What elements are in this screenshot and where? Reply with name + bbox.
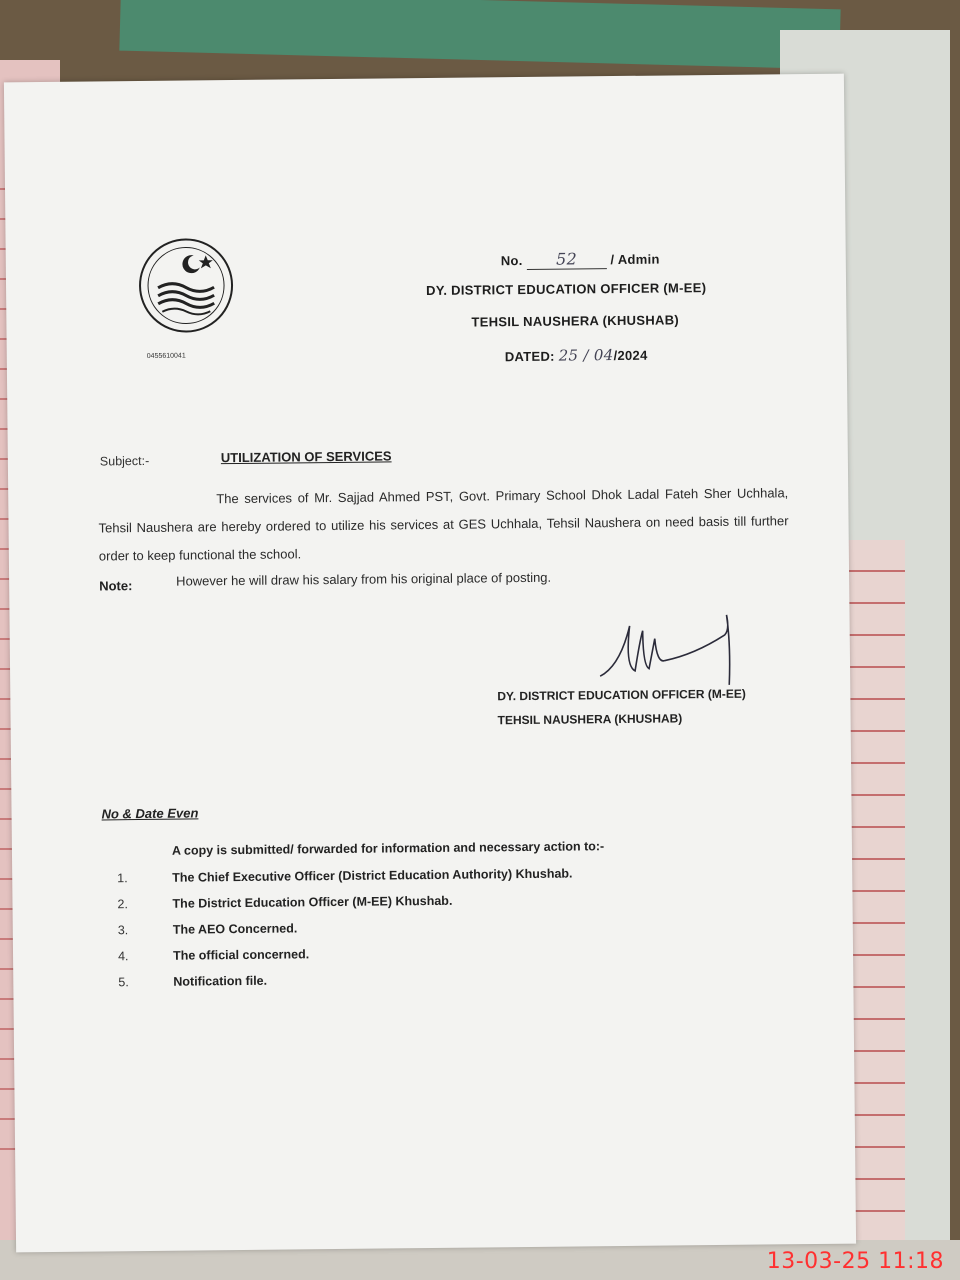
- letter-number: [501, 249, 660, 271]
- note-text: However he will draw his salary from his original place of posting.: [176, 569, 552, 589]
- list-item-text: The AEO Concerned.: [172, 921, 298, 937]
- punjab-government-logo: [136, 235, 237, 336]
- list-item-text: The Chief Executive Officer (District Education Authority) Khushab.: [172, 866, 573, 885]
- list-item-text: The official concerned.: [172, 947, 310, 963]
- subject-title: UTILIZATION OF SERVICES: [220, 448, 392, 466]
- handwritten-signature: [589, 604, 770, 696]
- date-handwritten: 25 / 04: [558, 346, 614, 365]
- list-item-number: 4.: [117, 949, 129, 964]
- signature-designation: DY. DISTRICT EDUCATION OFFICER (M-EE): [497, 686, 746, 704]
- signature-tehsil: TEHSIL NAUSHERA (KHUSHAB): [497, 711, 683, 728]
- letter-number-suffix: / Admin: [610, 251, 660, 268]
- letter-number-prefix: No.: [500, 253, 523, 269]
- issuing-tehsil: TEHSIL NAUSHERA (KHUSHAB): [471, 312, 680, 330]
- copy-forwarded-intro: A copy is submitted/ forwarded for information and necessary action to:-: [171, 839, 605, 858]
- distribution-list: [117, 866, 573, 1001]
- paragraph-indent: [98, 503, 216, 504]
- body-paragraph: The services of Mr. Sajjad Ahmed PST, Govt. Primary School Dhok Ladal Fateh Sher Uchhala, Tehsil Naushera are hereby ordered to utilize his services at GES Uchhala, Tehsil Naushera on need basis till further order to keep functional the school.: [98, 485, 789, 564]
- list-item-number: 5.: [118, 975, 129, 990]
- letter-date: [505, 346, 648, 365]
- body-paragraph-wrapper: [98, 479, 789, 570]
- list-item-number: 3.: [117, 923, 129, 938]
- letter-sheet: [4, 74, 856, 1253]
- issuing-office: DY. DISTRICT EDUCATION OFFICER (M-EE): [426, 280, 707, 299]
- date-prefix: DATED:: [504, 348, 555, 365]
- no-date-even-heading: No & Date Even: [101, 805, 199, 822]
- letter-number-handwritten: 52: [526, 249, 606, 270]
- green-folder-edge: [119, 0, 840, 69]
- logo-code: 0455610041: [146, 352, 186, 360]
- list-item-number: 2.: [117, 897, 129, 912]
- note-label: Note:: [99, 578, 133, 594]
- list-item-number: 1.: [117, 871, 128, 886]
- camera-timestamp: 13-03-25 11:18: [766, 1249, 944, 1274]
- date-year: /2024: [613, 347, 648, 364]
- list-item-text: The District Education Officer (M-EE) Khushab.: [172, 893, 453, 911]
- subject-label: Subject:-: [99, 453, 150, 469]
- list-item-text: Notification file.: [173, 973, 268, 989]
